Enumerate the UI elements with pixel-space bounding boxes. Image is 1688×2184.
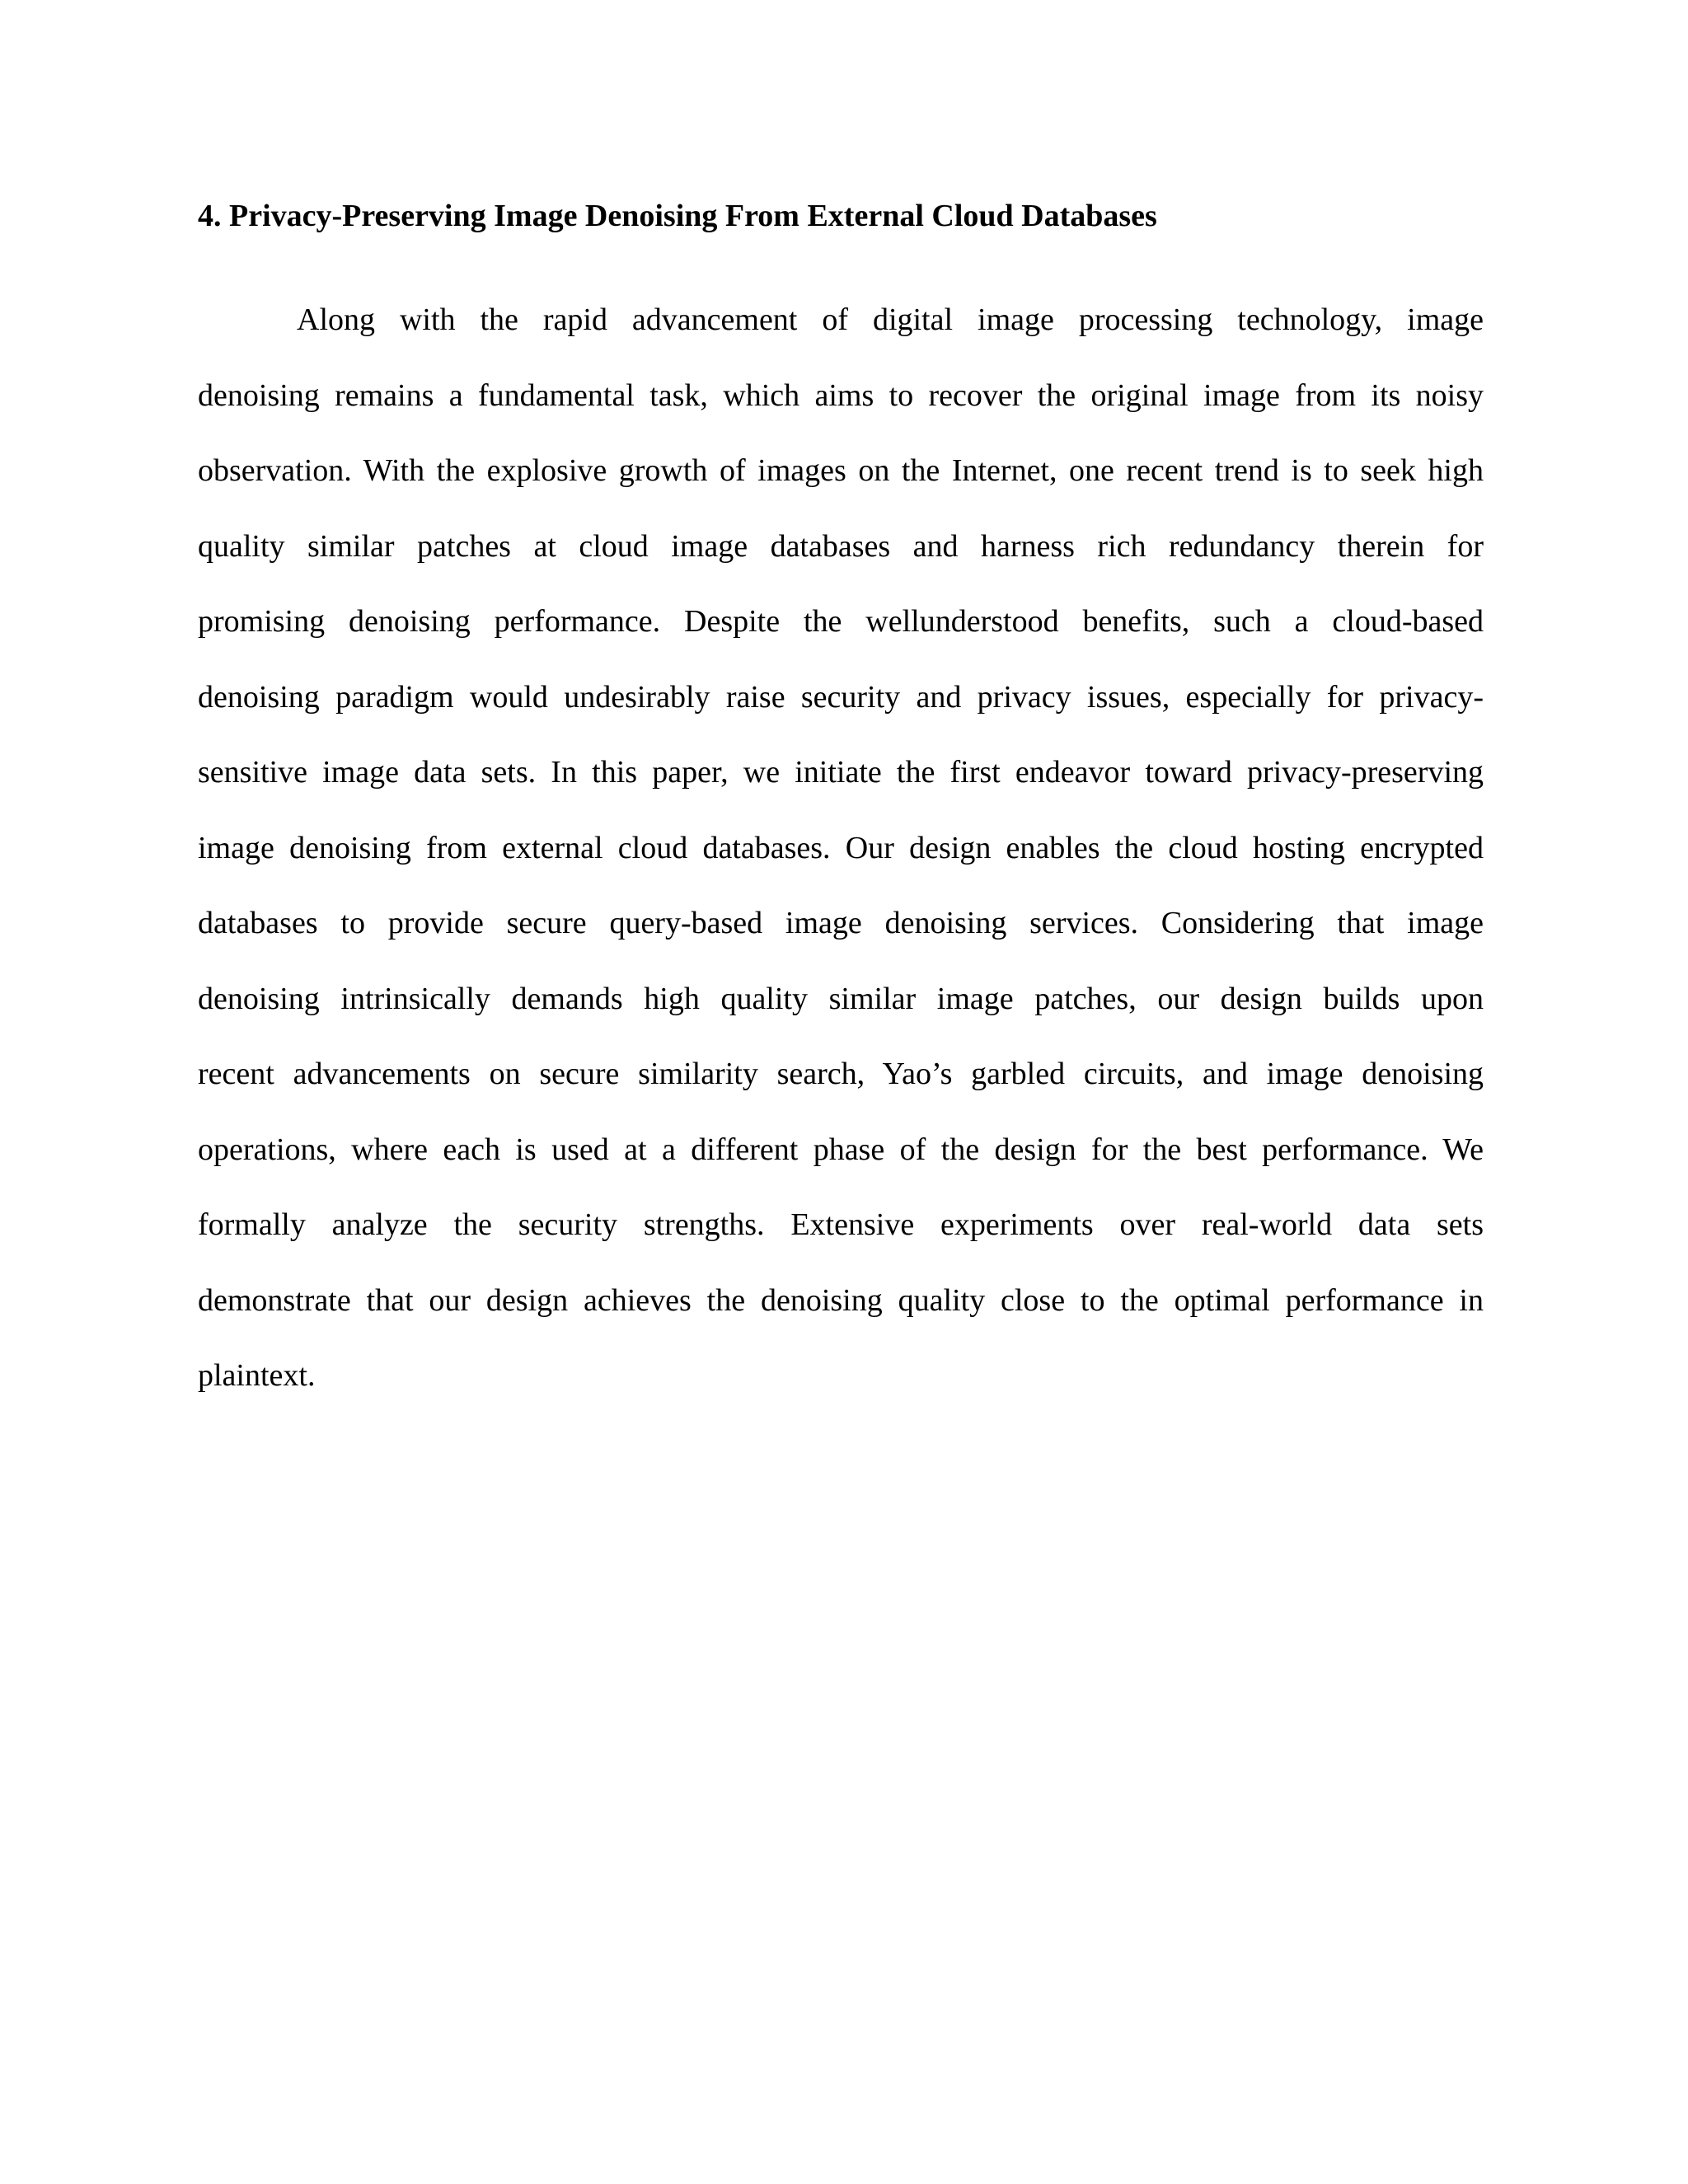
- paragraph-line: sensitive image data sets. In this paper, we initiate the first endeavor toward privacy-preserving: [198, 755, 1484, 790]
- paragraph-line: observation. With the explosive growth of images on the Internet, one recent trend is to seek high: [198, 453, 1484, 488]
- paragraph-line: operations, where each is used at a different phase of the design for the best performance. We: [198, 1132, 1484, 1167]
- paragraph-line: denoising remains a fundamental task, which aims to recover the original image from its noisy: [198, 377, 1484, 413]
- paragraph-line: recent advancements on secure similarity search, Yao’s garbled circuits, and image denoising: [198, 1057, 1484, 1091]
- paragraph-line: formally analyze the security strengths. Extensive experiments over real-world data sets: [198, 1207, 1484, 1242]
- paragraph-line: plaintext.: [198, 1358, 316, 1393]
- paragraph-line: image denoising from external cloud databases. Our design enables the cloud hosting encrypted: [198, 830, 1484, 865]
- paragraph-line: databases to provide secure query-based image denoising services. Considering that image: [198, 906, 1484, 940]
- paragraph-line: demonstrate that our design achieves the denoising quality close to the optimal performance in: [198, 1282, 1484, 1318]
- paragraph-line: Along with the rapid advancement of digital image processing technology, image: [297, 302, 1484, 337]
- section-heading: 4. Privacy-Preserving Image Denoising From External Cloud Databases: [198, 199, 1157, 233]
- paragraph-line: promising denoising performance. Despite the wellunderstood benefits, such a cloud-based: [198, 604, 1484, 639]
- abstract-paragraph: [198, 297, 1484, 1428]
- paragraph-line: denoising paradigm would undesirably raise security and privacy issues, especially for privacy-: [198, 679, 1484, 715]
- paragraph-line: quality similar patches at cloud image databases and harness rich redundancy therein for: [198, 528, 1484, 564]
- paragraph-line: denoising intrinsically demands high quality similar image patches, our design builds upon: [198, 981, 1484, 1016]
